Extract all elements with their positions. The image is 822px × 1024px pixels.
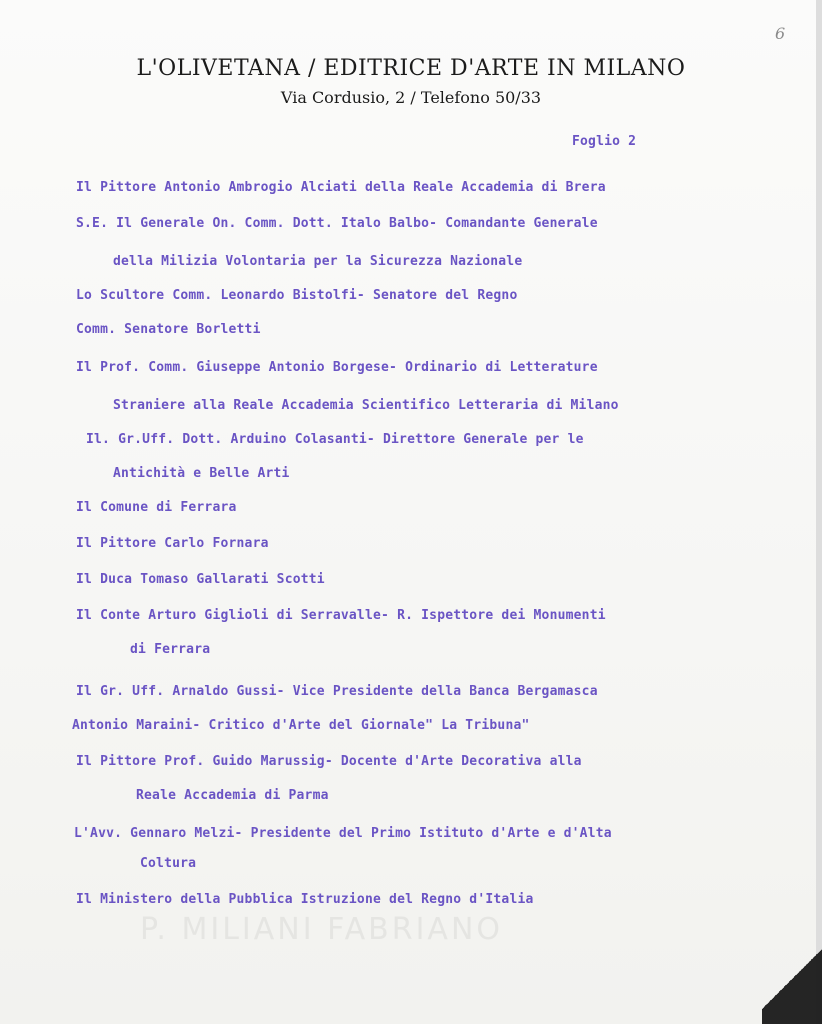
entry-line: Antonio Maraini- Critico d'Arte del Giornale" La Tribuna" [72,718,530,733]
entry-line: Il Ministero della Pubblica Istruzione del Regno d'Italia [76,892,534,907]
entry-line: Il Gr. Uff. Arnaldo Gussi- Vice Presidente della Banca Bergamasca [76,684,598,699]
letterhead-address: Via Cordusio, 2 / Telefono 50/33 [280,88,542,107]
entry-line: Il. Gr.Uff. Dott. Arduino Colasanti- Direttore Generale per le [86,432,584,447]
page-number-mark: 6 [775,24,786,43]
entry-line: Il Duca Tomaso Gallarati Scotti [76,572,325,587]
entry-line: Il Prof. Comm. Giuseppe Antonio Borgese- Ordinario di Letterature [76,360,598,375]
entry-line: Il Pittore Antonio Ambrogio Alciati della Reale Accademia di Brera [76,180,606,195]
entry-line: Coltura [140,856,197,871]
letterhead-title: L'OLIVETANA / EDITRICE D'ARTE IN MILANO [136,56,686,81]
paper-watermark: P. MILIANI FABRIANO [140,912,504,947]
torn-corner [762,934,822,1024]
entry-line: Il Conte Arturo Giglioli di Serravalle- R. Ispettore dei Monumenti [76,608,606,623]
entry-line: Lo Scultore Comm. Leonardo Bistolfi- Senatore del Regno [76,288,518,303]
entry-line: Comm. Senatore Borletti [76,322,261,337]
entry-line: Antichità e Belle Arti [113,466,290,481]
entry-line: Il Pittore Prof. Guido Marussig- Docente d'Arte Decorativa alla [76,754,582,769]
entry-line: Reale Accademia di Parma [136,788,329,803]
page-edge [816,0,822,1024]
entry-line: Il Comune di Ferrara [76,500,237,515]
sheet-label: Foglio 2 [572,134,637,149]
entry-line: di Ferrara [130,642,211,657]
entry-line: della Milizia Volontaria per la Sicurezza Nazionale [113,254,523,269]
entry-line: S.E. Il Generale On. Comm. Dott. Italo Balbo- Comandante Generale [76,216,598,231]
entry-line: L'Avv. Gennaro Melzi- Presidente del Primo Istituto d'Arte e d'Alta [74,826,612,841]
entry-line: Straniere alla Reale Accademia Scientifico Letteraria di Milano [113,398,619,413]
entry-line: Il Pittore Carlo Fornara [76,536,269,551]
